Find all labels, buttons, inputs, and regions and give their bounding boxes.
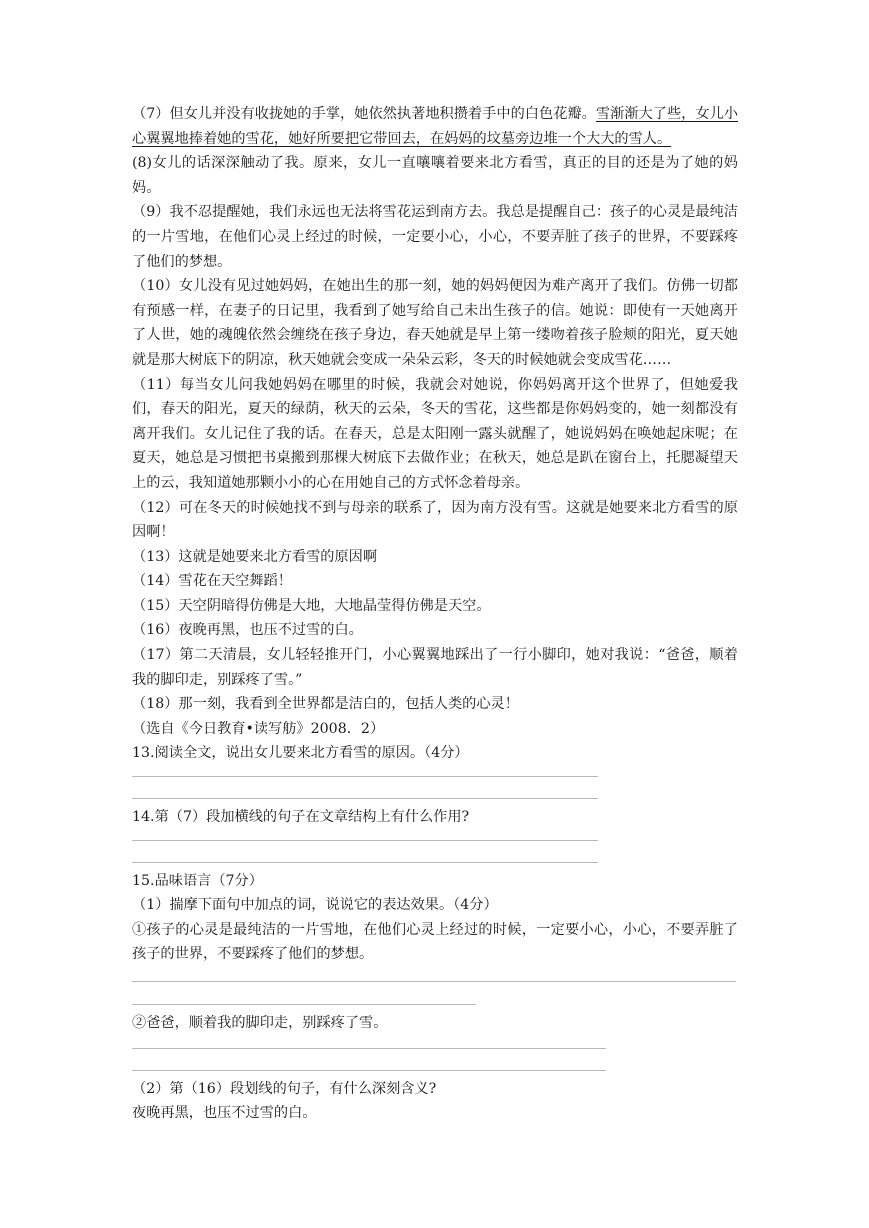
question-15-2-quote: 夜晚再黑，也压不过雪的白。 [132, 1105, 317, 1122]
paragraph-9: （9）我不忍提醒她，我们永远也无法将雪花运到南方去。我总是提醒自己：孩子的心灵是最纯洁的一片雪地，在他们心灵上经过的时候，一定要小心，小心，不要弄脏了孩子的世界，不要踩疼了他们的梦想。 [132, 204, 738, 270]
question-15-1-a: ①孩子的心灵是最纯洁的一片雪地，在他们心灵上经过的时候，一定要小心，小心，不要弄脏了孩子的世界，不要踩疼了他们的梦想。 [132, 921, 738, 963]
question-15-1-b: ②爸爸，顺着我的脚印走，别踩疼了雪。 [132, 1015, 388, 1031]
paragraph-7 [132, 102, 738, 151]
paragraph-18: （18）那一刻，我看到全世界都是洁白的，包括人类的心灵！ [132, 696, 519, 713]
paragraph-12: （12）可在冬天的时候她找不到与母亲的联系了，因为南方没有雪。这就是她要来北方看雪的原因啊！ [132, 499, 738, 541]
paragraph-8: (8)女儿的话深深触动了我。原来，女儿一直嚷嚷着要来北方看雪，真正的目的还是为了她的妈妈。 [132, 155, 738, 196]
paragraph-10: （10）女儿没有见过她妈妈，在她出生的那一刻，她的妈妈便因为难产离开了我们。仿佛一切都有预感一样，在妻子的日记里，我看到了她写给自己未出生孩子的信。她说：即使有一天她离开了人世，她的魂魄依然会缠绕在孩子身边，春天她就是早上第一缕吻着孩子脸颊的阳光，夏天她就是那大树底下的阴凉，秋天她就会变成一朵朵云彩，冬天的时候她就会变成雪花…… [132, 278, 738, 368]
question-13: 13.阅读全文，说出女儿要来北方看雪的原因。（4分） [132, 745, 469, 762]
source-citation: （选自《今日教育•读写舫》2008．2） [132, 720, 385, 737]
question-15-1: （1）揣摩下面句中加点的词，说说它的表达效果。（4分） [132, 897, 498, 914]
paragraph-7-text: （7）但女儿并没有收拢她的手掌，她依然执著地积攒着手中的白色花瓣。 [132, 106, 596, 122]
paragraph-16: （16）夜晚再黑，也压不过雪的白。 [132, 622, 363, 639]
paragraph-14: （14）雪花在天空舞蹈！ [132, 573, 292, 590]
paragraph-11: （11）每当女儿问我她妈妈在哪里的时候，我就会对她说，你妈妈离开这个世界了，但她爱我们，春天的阳光，夏天的绿荫，秋天的云朵，冬天的雪花，这些都是你妈妈变的，她一刻都没有离开我们。女儿记住了我的话。在春天，总是太阳刚一露头就醒了，她说妈妈在唤她起床呢；在夏天，她总是习惯把书桌搬到那棵大树底下去做作业；在秋天，她总是趴在窗台上，托腮凝望天上的云，我知道她那颗小小的心在用她自己的方式怀念着母亲。 [132, 376, 738, 491]
document-body [132, 102, 738, 1126]
paragraph-13: （13）这就是她要来北方看雪的原因啊 [132, 548, 378, 565]
paragraph-17: （17）第二天清晨，女儿轻轻推开门，小心翼翼地踩出了一行小脚印，她对我说：“爸爸，顺着我的脚印走，别踩疼了雪。” [132, 647, 738, 688]
question-14: 14.第（7）段加横线的句子在文章结构上有什么作用? [132, 809, 470, 826]
question-15: 15.品味语言（7分） [132, 872, 263, 889]
paragraph-15: （15）天空阴暗得仿佛是大地，大地晶莹得仿佛是天空。 [132, 597, 491, 614]
underlined-sentence: 雪渐渐大了些，女儿小心翼翼地捧着她的雪花，她好所要把它带回去，在妈妈的坟墓旁边堆一个大大的雪人。 [132, 106, 738, 147]
question-15-2: （2）第（16）段划线的句子，有什么深刻含义? [132, 1080, 437, 1097]
